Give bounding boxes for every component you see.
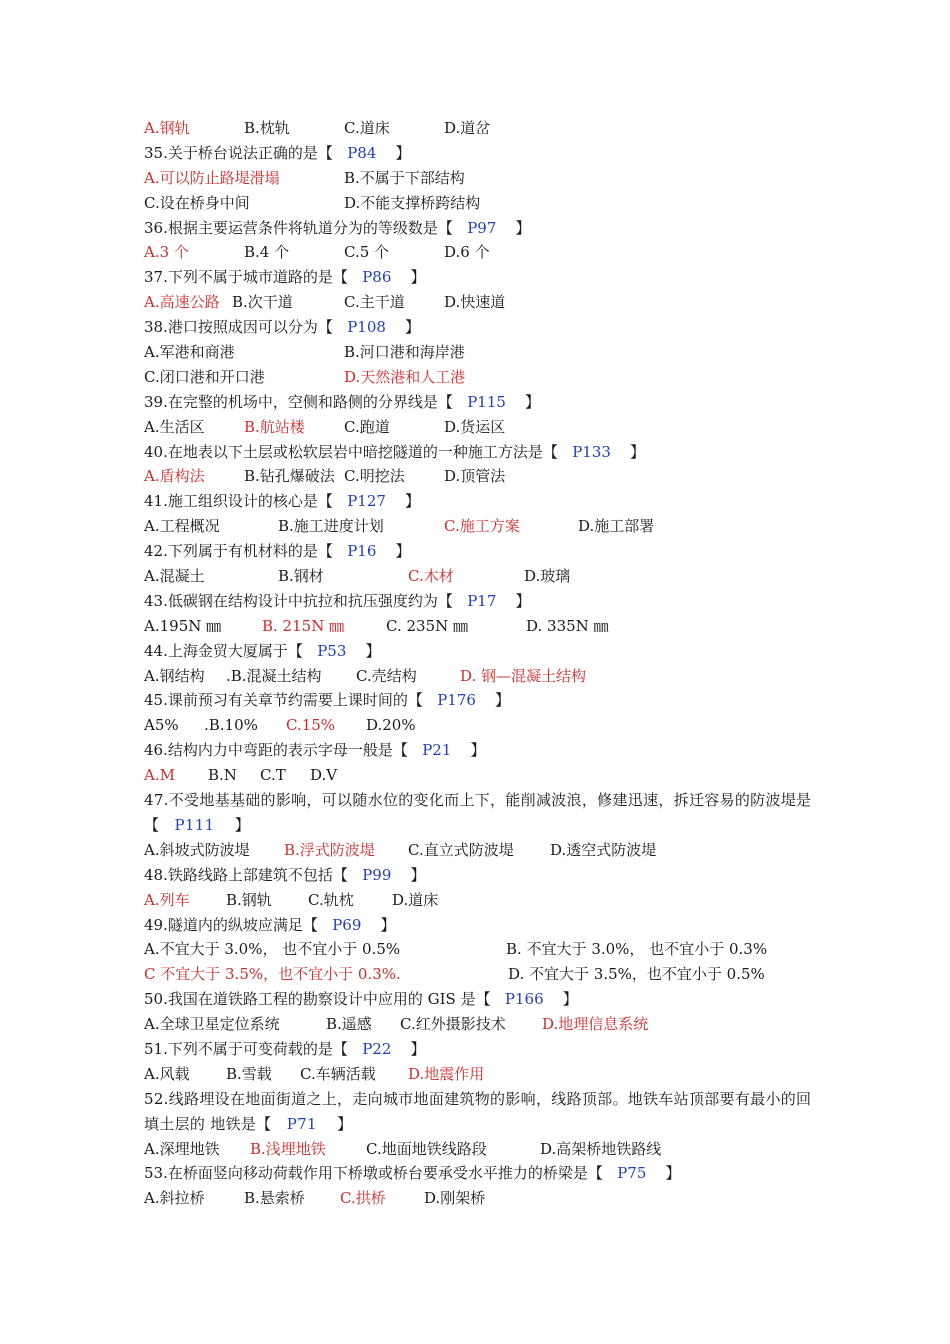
bracket-open: 【	[332, 865, 348, 884]
question-line	[144, 987, 814, 1012]
options-line	[144, 1186, 814, 1211]
option: B.遥感	[326, 1015, 372, 1034]
bracket-close: 】	[395, 143, 411, 162]
bracket-close: 】	[630, 442, 646, 461]
option: C.地面地铁线路段	[366, 1139, 487, 1158]
question-text: 51.下列不属于可变荷载的是	[144, 1039, 333, 1058]
bracket-open: 【	[317, 492, 333, 511]
option: A5%	[144, 716, 179, 735]
bracket-open: 【	[332, 1039, 348, 1058]
spacer	[453, 592, 467, 610]
question-text: 45.课前预习有关章节约需要上课时间的	[144, 691, 408, 710]
question-text: 53.在桥面竖向移动荷载作用下桥墩或桥台要承受水平推力的桥梁是	[144, 1164, 588, 1183]
option: D.6 个	[444, 243, 490, 262]
bracket-open: 【	[437, 591, 453, 610]
bracket-close: 】	[515, 591, 531, 610]
page-reference: P99	[362, 865, 392, 884]
option: D.透空式防波堤	[550, 840, 657, 859]
page-reference: P16	[347, 542, 377, 561]
bracket-open: 【	[437, 218, 453, 237]
options-line	[144, 340, 814, 365]
options-line	[144, 962, 814, 987]
page-reference: P21	[422, 741, 452, 760]
answer-option: B.浮式防波堤	[284, 840, 375, 859]
bracket-close: 】	[365, 641, 381, 660]
option: C.车辆活载	[300, 1064, 376, 1083]
option: D.20%	[366, 716, 416, 735]
question-text: 40.在地表以下土层或松软层岩中暗挖隧道的一种施工方法是	[144, 442, 543, 461]
spacer	[453, 219, 467, 237]
option: A.不宜大于 3.0%， 也不宜小于 0.5%	[144, 940, 401, 959]
spacer	[423, 691, 437, 709]
option: A.生活区	[144, 417, 205, 436]
page-reference: P111	[174, 815, 215, 834]
option: C. 235N ㎜	[386, 616, 469, 635]
spacer	[348, 268, 362, 286]
page-reference: P133	[572, 442, 611, 461]
option: A.斜坡式防波堤	[144, 840, 250, 859]
option: D.施工部署	[578, 517, 655, 536]
options-line	[144, 464, 814, 489]
options-line	[144, 240, 814, 265]
spacer	[558, 443, 572, 461]
options-line	[144, 664, 814, 689]
spacer	[333, 542, 347, 560]
spacer	[391, 268, 410, 286]
option: B.雪载	[226, 1064, 272, 1083]
option: D.道床	[392, 890, 439, 909]
option: C.壳结构	[356, 666, 417, 685]
question-text: 48.铁路线路上部建筑不包括	[144, 865, 333, 884]
bracket-open: 【	[392, 741, 408, 760]
option: D. 不宜大于 3.5%，也不宜小于 0.5%	[508, 965, 765, 984]
options-line	[144, 365, 814, 390]
option: B.钢轨	[226, 890, 272, 909]
bracket-open: 【	[317, 542, 333, 561]
spacer	[506, 393, 525, 411]
option: B.河口港和海岸港	[344, 343, 465, 362]
answer-option: A.列车	[144, 890, 190, 909]
question-line	[144, 863, 814, 888]
spacer	[496, 592, 515, 610]
bracket-close: 】	[665, 1164, 681, 1183]
option: C.闭口港和开口港	[144, 367, 265, 386]
question-line	[144, 589, 814, 614]
question-text: 49.隧道内的纵坡应满足	[144, 915, 303, 934]
page-reference: P84	[347, 143, 377, 162]
spacer	[408, 741, 422, 759]
answer-option: C.施工方案	[444, 517, 520, 536]
page-reference: P22	[362, 1039, 392, 1058]
option: D.V	[310, 766, 338, 785]
bracket-close: 】	[410, 268, 426, 287]
page-reference: P71	[286, 1114, 317, 1133]
options-line	[144, 191, 814, 216]
question-text: 38.港口按照成因可以分为	[144, 318, 318, 337]
options-line	[144, 763, 814, 788]
page-reference: P127	[347, 492, 386, 511]
question-text: 46.结构内力中弯距的表示字母一般是	[144, 741, 393, 760]
spacer	[317, 1115, 337, 1133]
question-line	[144, 440, 814, 465]
spacer	[333, 144, 347, 162]
bracket-close: 】	[562, 990, 578, 1009]
spacer	[496, 219, 515, 237]
question-text: 52.线路埋设在地面街道之上，走向城市地面建筑物的影响，线路顶部。地铁车站顶部要有最小的回填土层的 地铁是	[144, 1089, 812, 1133]
page-reference: P69	[332, 915, 362, 934]
option: D.道岔	[444, 119, 491, 137]
answer-option: A.可以防止路堤滑塌	[144, 168, 280, 187]
bracket-open: 【	[332, 268, 348, 287]
option: B.枕轨	[244, 119, 290, 137]
spacer	[159, 816, 174, 834]
bracket-open: 【	[287, 641, 303, 660]
spacer	[476, 691, 495, 709]
bracket-open: 【	[144, 815, 160, 834]
option: A.风载	[144, 1064, 190, 1083]
spacer	[391, 1040, 410, 1058]
option: A.钢结构	[144, 666, 205, 685]
answer-option: C.木材	[408, 567, 454, 586]
answer-option: A.M	[144, 766, 175, 785]
option: C.明挖法	[344, 467, 405, 486]
spacer	[303, 642, 317, 660]
options-line	[144, 614, 814, 639]
option: B.次干道	[232, 293, 293, 312]
spacer	[348, 866, 362, 884]
option: A.全球卫星定位系统	[144, 1015, 280, 1034]
option: B.4 个	[244, 243, 290, 262]
question-text: 36.根据主要运营条件将轨道分为的等级数是	[144, 218, 438, 237]
bracket-close: 】	[515, 218, 531, 237]
answer-option: A.钢轨	[144, 119, 190, 137]
bracket-open: 【	[317, 143, 333, 162]
options-line	[144, 937, 814, 962]
answer-option: A.高速公路	[144, 293, 220, 312]
answer-option: B. 215N ㎜	[262, 616, 345, 635]
question-line	[144, 913, 814, 938]
options-line	[144, 888, 814, 913]
options-line	[144, 1012, 814, 1037]
spacer	[333, 318, 347, 336]
spacer	[386, 318, 405, 336]
option: .B.10%	[204, 716, 258, 735]
question-text: 44.上海金贸大厦属于	[144, 641, 288, 660]
option: D.刚架桥	[424, 1189, 486, 1208]
spacer	[271, 1115, 286, 1133]
spacer	[346, 642, 365, 660]
page-reference: P108	[347, 318, 386, 337]
question-line	[144, 1037, 814, 1062]
bracket-close: 】	[395, 542, 411, 561]
answer-option: A.3 个	[144, 243, 189, 262]
options-line	[144, 415, 814, 440]
question-text: 50.我国在道铁路工程的勘察设计中应用的 GIS 是	[144, 990, 476, 1009]
spacer	[453, 393, 467, 411]
question-text: 47.不受地基基础的影响，可以随水位的变化而上下，能削减波浪，修建迅速，拆迁容易的防波堤是	[144, 791, 812, 810]
answer-option: C.拱桥	[340, 1189, 386, 1208]
answer-option: D. 钢—混凝土结构	[460, 666, 587, 685]
options-line	[144, 166, 814, 191]
options-line	[144, 713, 814, 738]
spacer	[376, 542, 395, 560]
answer-option: D.地理信息系统	[542, 1015, 649, 1034]
spacer	[451, 741, 470, 759]
answer-option: C 不宜大于 3.5%，也不宜小于 0.3%.	[144, 965, 401, 984]
bracket-close: 】	[410, 1039, 426, 1058]
options-line	[144, 514, 814, 539]
document-body	[144, 116, 814, 1211]
question-text: 43.低碳钢在结构设计中抗拉和抗压强度约为	[144, 591, 438, 610]
question-text: 39.在完整的机场中，空侧和路侧的分界线是	[144, 392, 438, 411]
question-line	[144, 639, 814, 664]
option: B.N	[208, 766, 237, 785]
bracket-open: 【	[475, 990, 491, 1009]
option: C.道床	[344, 119, 390, 137]
bracket-close: 】	[405, 318, 421, 337]
bracket-close: 】	[410, 865, 426, 884]
answer-option: B.航站楼	[244, 417, 305, 436]
option: B.悬索桥	[244, 1189, 305, 1208]
question-text: 35.关于桥台说法正确的是	[144, 143, 318, 162]
option: D.顶管法	[444, 467, 506, 486]
question-line	[144, 489, 814, 514]
answer-option: C.15%	[286, 716, 336, 735]
bracket-close: 】	[337, 1114, 353, 1133]
question-line	[144, 738, 814, 763]
option: C.轨枕	[308, 890, 354, 909]
page-reference: P166	[504, 990, 544, 1009]
option: B. 不宜大于 3.0%， 也不宜小于 0.3%	[506, 940, 768, 959]
option: D.不能支撑桥跨结构	[344, 193, 481, 212]
page-reference: P17	[467, 591, 497, 610]
options-line	[144, 838, 814, 863]
spacer	[603, 1164, 617, 1182]
bracket-close: 】	[234, 815, 251, 834]
bracket-open: 【	[437, 392, 453, 411]
spacer	[646, 1164, 665, 1182]
bracket-close: 】	[495, 691, 511, 710]
option: C.5 个	[344, 243, 390, 262]
spacer	[611, 443, 630, 461]
question-line	[144, 788, 814, 838]
option: C.主干道	[344, 293, 405, 312]
spacer	[391, 866, 410, 884]
option: D. 335N ㎜	[526, 616, 609, 635]
page-reference: P75	[617, 1164, 647, 1183]
page-reference: P86	[362, 268, 392, 287]
option: C.直立式防波堤	[408, 840, 514, 859]
question-line	[144, 390, 814, 415]
options-line	[144, 1137, 814, 1162]
question-line	[144, 1087, 814, 1137]
question-text: 42.下列属于有机材料的是	[144, 542, 318, 561]
option: B.钻孔爆破法	[244, 467, 335, 486]
answer-option: A.盾构法	[144, 467, 205, 486]
question-line	[144, 1161, 814, 1186]
answer-option: D.地震作用	[408, 1064, 485, 1083]
options-line	[144, 290, 814, 315]
option: B.施工进度计划	[278, 517, 384, 536]
question-line	[144, 315, 814, 340]
page-reference: P53	[317, 641, 347, 660]
option: A.斜拉桥	[144, 1189, 205, 1208]
option: A.深埋地铁	[144, 1139, 220, 1158]
bracket-open: 【	[317, 318, 333, 337]
option: .B.混凝土结构	[226, 666, 322, 685]
option: C.红外摄影技术	[400, 1015, 506, 1034]
page-reference: P115	[467, 392, 506, 411]
question-line	[144, 141, 814, 166]
option: A.军港和商港	[144, 343, 235, 362]
answer-option: B.浅埋地铁	[250, 1139, 326, 1158]
option: A.195N ㎜	[144, 616, 222, 635]
bracket-open: 【	[302, 915, 318, 934]
option: D.玻璃	[524, 567, 571, 586]
bracket-close: 】	[470, 741, 486, 760]
question-line	[144, 688, 814, 713]
option: B.不属于下部结构	[344, 168, 465, 187]
bracket-close: 】	[525, 392, 541, 411]
option: B.钢材	[278, 567, 324, 586]
option: A.工程概况	[144, 517, 220, 536]
page-reference: P97	[467, 218, 497, 237]
question-line	[144, 539, 814, 564]
options-line	[144, 116, 814, 141]
question-text: 41.施工组织设计的核心是	[144, 492, 318, 511]
option: C.跑道	[344, 417, 390, 436]
option: D.货运区	[444, 417, 506, 436]
spacer	[361, 916, 380, 934]
options-line	[144, 564, 814, 589]
bracket-close: 】	[405, 492, 421, 511]
option: C.设在桥身中间	[144, 193, 250, 212]
question-line	[144, 265, 814, 290]
question-text: 37.下列不属于城市道路的是	[144, 268, 333, 287]
answer-option: D.天然港和人工港	[344, 367, 466, 386]
spacer	[333, 492, 347, 510]
page-reference: P176	[437, 691, 476, 710]
spacer	[491, 990, 505, 1008]
option: C.T	[260, 766, 286, 785]
spacer	[318, 916, 332, 934]
bracket-close: 】	[380, 915, 396, 934]
options-line	[144, 1062, 814, 1087]
bracket-open: 【	[542, 442, 558, 461]
option: D.高架桥地铁路线	[540, 1139, 662, 1158]
question-line	[144, 216, 814, 241]
bracket-open: 【	[256, 1114, 272, 1133]
spacer	[544, 990, 563, 1008]
spacer	[214, 816, 234, 834]
spacer	[348, 1040, 362, 1058]
spacer	[386, 492, 405, 510]
bracket-open: 【	[587, 1164, 603, 1183]
option: A.混凝土	[144, 567, 205, 586]
spacer	[376, 144, 395, 162]
bracket-open: 【	[407, 691, 423, 710]
option: D.快速道	[444, 293, 506, 312]
